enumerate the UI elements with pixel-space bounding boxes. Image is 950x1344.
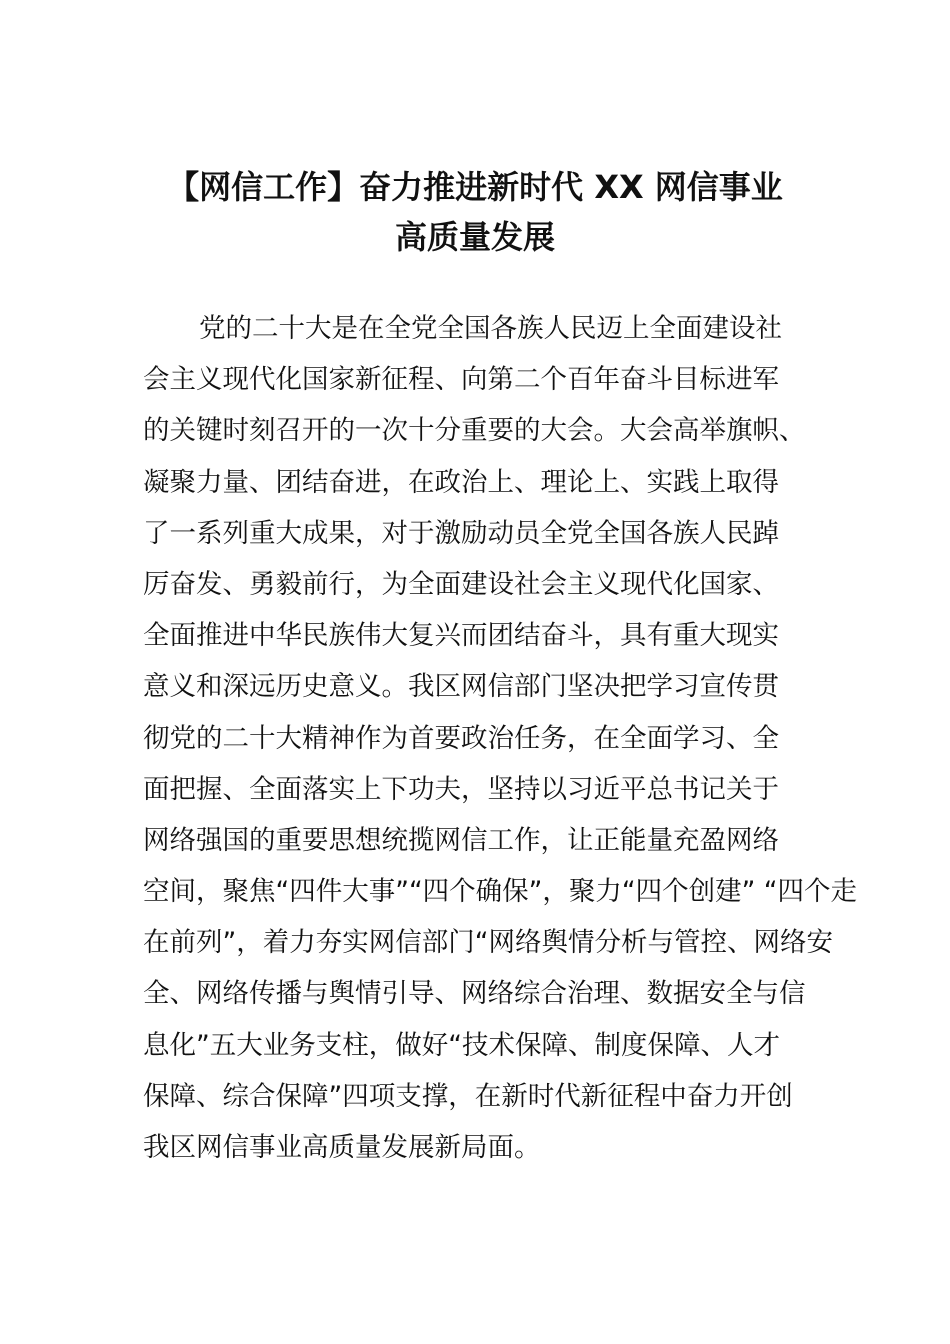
document-title [120,162,830,262]
paragraph-line-15: 息化”五大业务支柱，做好“技术保障、制度保障、人才 [143,1029,780,1061]
paragraph-line-7: 全面推进中华民族伟大复兴而团结奋斗，具有重大现实 [143,620,779,652]
paragraph-line-5: 了一系列重大成果，对于激励动员全党全国各族人民踔 [143,517,779,549]
title-line-2: 高质量发展 [394,218,555,256]
paragraph-line-14: 全、网络传播与舆情引导、网络综合治理、数据安全与信 [143,978,806,1010]
paragraph-line-9: 彻党的二十大精神作为首要政治任务，在全面学习、全 [143,722,779,754]
paragraph-line-12: 空间，聚焦“四件大事”“四个确保”，聚力“四个创建” “四个走 [143,876,858,908]
paragraph-line-10: 面把握、全面落实上下功夫，坚持以习近平总书记关于 [143,773,779,805]
title-line-1: 【网信工作】奋力推进新时代 XX 网信事业 [167,168,783,206]
paragraph-line-17: 我区网信事业高质量发展新局面。 [143,1132,541,1163]
paragraph-line-3: 的关键时刻召开的一次十分重要的大会。大会高举旗帜、 [143,415,806,447]
paragraph-line-4: 凝聚力量、团结奋进，在政治上、理论上、实践上取得 [143,466,779,498]
paragraph-line-1: 党的二十大是在全党全国各族人民迈上全面建设社 [199,313,782,344]
paragraph-line-2: 会主义现代化国家新征程、向第二个百年奋斗目标进军 [143,364,779,396]
body-paragraph [143,303,858,1173]
paragraph-line-11: 网络强国的重要思想统揽网信工作，让正能量充盈网络 [143,824,779,856]
paragraph-line-6: 厉奋发、勇毅前行，为全面建设社会主义现代化国家、 [143,568,779,600]
paragraph-line-16: 保障、综合保障”四项支撑，在新时代新征程中奋力开创 [143,1080,793,1112]
paragraph-line-13: 在前列”，着力夯实网信部门“网络舆情分析与管控、网络安 [143,927,833,959]
paragraph-line-8: 意义和深远历史意义。我区网信部门坚决把学习宣传贯 [143,671,779,703]
